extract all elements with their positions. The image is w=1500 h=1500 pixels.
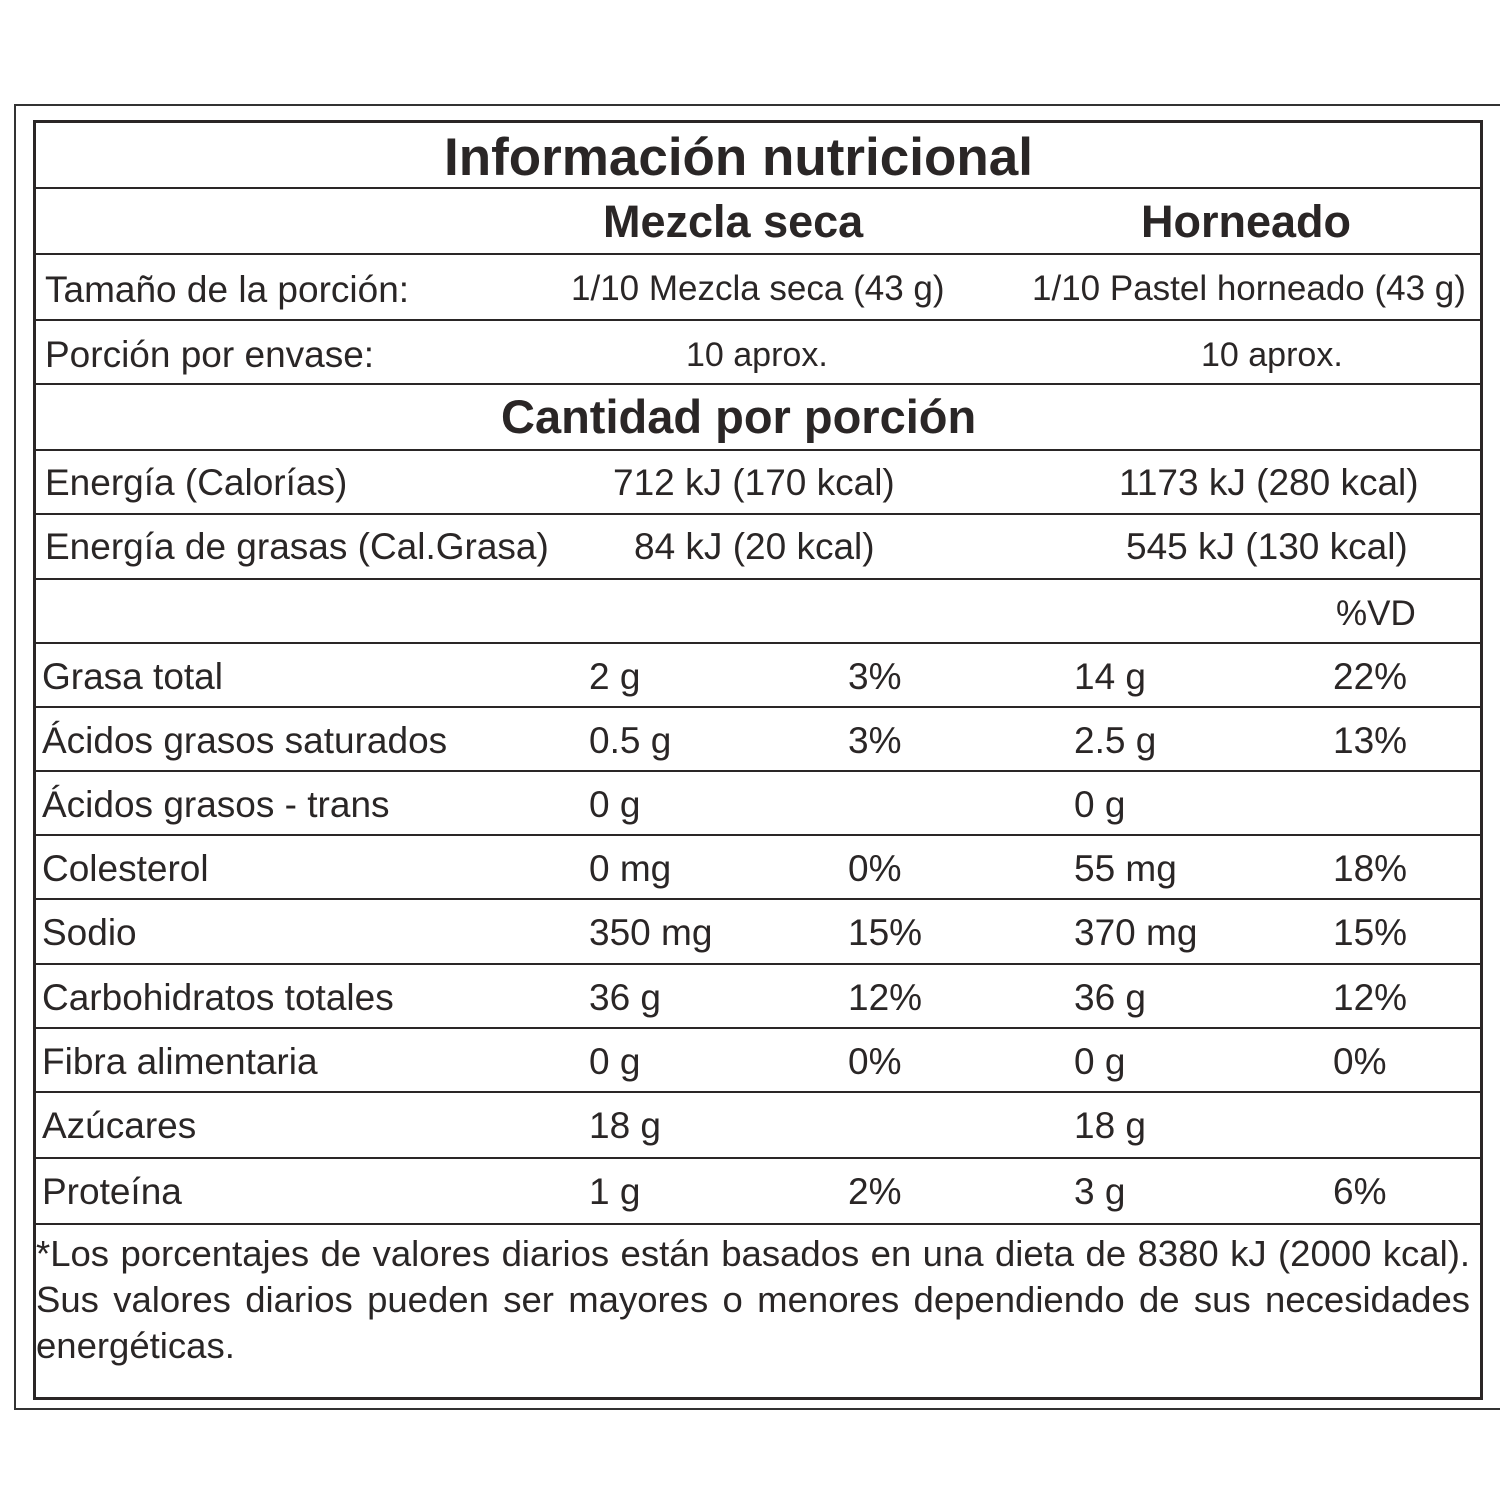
nutrient-dry-dv: 12%	[848, 977, 923, 1018]
nutrient-dry-amount: 36 g	[589, 977, 662, 1018]
nutrient-dry-amount: 0 g	[589, 1041, 641, 1082]
servings-per-container-baked: 10 aprox.	[1201, 336, 1343, 374]
fat-energy-label: Energía de grasas (Cal.Grasa)	[45, 526, 549, 567]
nutrient-baked-dv: 15%	[1333, 912, 1408, 953]
nutrient-baked-dv: 12%	[1333, 977, 1408, 1018]
nutrient-baked-amount: 55 mg	[1074, 848, 1177, 889]
nutrient-baked-amount: 36 g	[1074, 977, 1147, 1018]
nutrient-dry-amount: 350 mg	[589, 912, 713, 953]
nutrient-name: Sodio	[42, 912, 137, 953]
nutrient-baked-amount: 2.5 g	[1074, 720, 1157, 761]
servings-per-container-dry: 10 aprox.	[686, 336, 828, 374]
energy-row	[36, 451, 1480, 515]
nutrition-facts-table	[33, 120, 1483, 1400]
nutrient-dry-amount: 18 g	[589, 1105, 662, 1146]
nutrient-dry-dv: 3%	[848, 656, 902, 697]
nutrient-baked-dv: 0%	[1333, 1041, 1387, 1082]
nutrient-dry-amount: 0.5 g	[589, 720, 672, 761]
nutrient-baked-amount: 3 g	[1074, 1171, 1126, 1212]
nutrient-row	[36, 965, 1480, 1029]
nutrient-dry-dv: 3%	[848, 720, 902, 761]
energy-label: Energía (Calorías)	[45, 462, 348, 503]
nutrient-dry-amount: 1 g	[589, 1171, 641, 1212]
nutrient-name: Carbohidratos totales	[42, 977, 394, 1018]
nutrient-baked-amount: 18 g	[1074, 1105, 1147, 1146]
nutrient-name: Grasa total	[42, 656, 223, 697]
nutrient-row	[36, 1159, 1480, 1225]
nutrient-baked-dv: 13%	[1333, 720, 1408, 761]
nutrient-name: Ácidos grasos - trans	[42, 784, 390, 825]
footnote: *Los porcentajes de valores diarios están basados en una dieta de 8380 kJ (2000 kcal). Sus valores diarios pueden ser mayores o menores dependiendo de sus necesidades energéticas.	[36, 1233, 1470, 1366]
nutrient-name: Proteína	[42, 1171, 182, 1212]
serving-size-row	[36, 255, 1480, 321]
nutrient-baked-amount: 0 g	[1074, 784, 1126, 825]
column-dry-header: Mezcla seca	[603, 196, 864, 247]
nutrient-dry-dv: 2%	[848, 1171, 902, 1212]
nutrient-dry-amount: 0 g	[589, 784, 641, 825]
nutrient-row	[36, 900, 1480, 965]
serving-size-dry: 1/10 Mezcla seca (43 g)	[571, 269, 945, 308]
amount-per-serving-heading: Cantidad por porción	[501, 390, 977, 443]
table-title: Información nutricional	[444, 128, 1033, 187]
nutrient-dry-dv: 15%	[848, 912, 923, 953]
serving-size-baked: 1/10 Pastel horneado (43 g)	[1032, 269, 1466, 308]
nutrient-dry-dv: 0%	[848, 1041, 902, 1082]
serving-size-label: Tamaño de la porción:	[45, 269, 410, 310]
fat-energy-baked: 545 kJ (130 kcal)	[1126, 526, 1408, 567]
nutrient-row	[36, 1029, 1480, 1093]
nutrient-row	[36, 772, 1480, 836]
nutrient-row	[36, 708, 1480, 772]
column-header-row	[36, 189, 1480, 255]
energy-baked: 1173 kJ (280 kcal)	[1119, 462, 1419, 503]
nutrient-dry-amount: 0 mg	[589, 848, 672, 889]
nutrient-baked-dv: 18%	[1333, 848, 1408, 889]
nutrient-row	[36, 1093, 1480, 1159]
title-row	[36, 123, 1480, 189]
nutrient-row	[36, 836, 1480, 900]
nutrient-name: Fibra alimentaria	[42, 1041, 318, 1082]
nutrient-name: Azúcares	[42, 1105, 197, 1146]
nutrient-baked-amount: 0 g	[1074, 1041, 1126, 1082]
nutrient-dry-amount: 2 g	[589, 656, 641, 697]
nutrient-name: Ácidos grasos saturados	[42, 720, 448, 761]
servings-per-container-label: Porción por envase:	[45, 334, 375, 375]
dv-header: %VD	[1336, 594, 1416, 633]
column-baked-header: Horneado	[1141, 196, 1352, 247]
nutrient-baked-dv: 6%	[1333, 1171, 1387, 1212]
nutrient-row	[36, 644, 1480, 708]
nutrient-baked-dv: 22%	[1333, 656, 1408, 697]
dv-header-row	[36, 580, 1480, 644]
fat-energy-dry: 84 kJ (20 kcal)	[634, 526, 875, 567]
nutrient-name: Colesterol	[42, 848, 209, 889]
nutrient-baked-amount: 370 mg	[1074, 912, 1198, 953]
nutrient-baked-amount: 14 g	[1074, 656, 1147, 697]
nutrient-dry-dv: 0%	[848, 848, 902, 889]
energy-dry: 712 kJ (170 kcal)	[613, 462, 895, 503]
fat-energy-row	[36, 515, 1480, 580]
servings-per-container-row	[36, 321, 1480, 385]
amount-per-serving-row	[36, 385, 1480, 451]
